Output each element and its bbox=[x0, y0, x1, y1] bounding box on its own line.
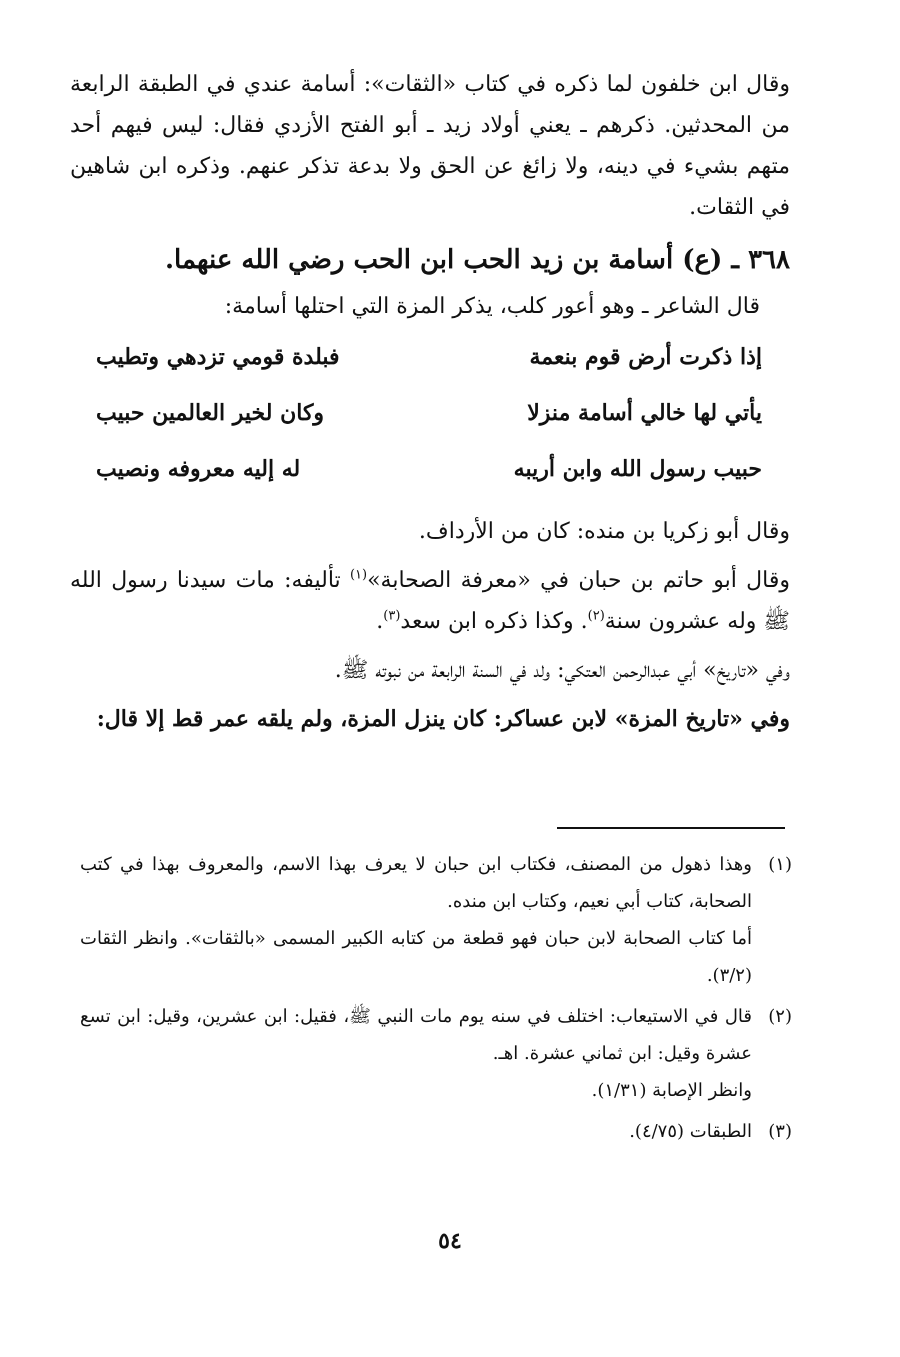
poem-verse bbox=[70, 385, 790, 441]
footnote-text: أما كتاب الصحابة لابن حبان فهو قطعة من كتابه الكبير المسمى «بالثقات». وانظر الثقات (٣/٢). bbox=[80, 928, 752, 986]
footnote bbox=[80, 1113, 792, 1150]
footnote-separator bbox=[557, 827, 785, 829]
footnotes bbox=[80, 846, 792, 1154]
text-segment: . وكذا ذكره ابن سعد bbox=[400, 609, 588, 634]
poem-intro: قال الشاعر ـ وهو أعور كلب، يذكر المزة التي احتلها أسامة: bbox=[224, 294, 760, 319]
paragraph-ibn-khalfun: وقال ابن خلفون لما ذكره في كتاب «الثقات»: أسامة عندي في الطبقة الرابعة من المحدثين. ذكرهم ـ يعني أولاد زيد ـ أبو الفتح الأزدي فقال: ليس فيهم أحد متهم بشيء في دينه، ولا زائغ عن الحق ولا بدعة تذكر عنهم. وذكره ابن شاهين في الثقات. bbox=[70, 72, 790, 220]
paragraph-ibn-hibban bbox=[70, 560, 790, 642]
footnote-text: الطبقات (٤/٧٥). bbox=[629, 1121, 752, 1142]
footnote-body bbox=[80, 846, 752, 994]
footnote-text: قال في الاستيعاب: اختلف في سنه يوم مات النبي ﷺ، فقيل: ابن عشرين، وقيل: ابن تسع عشرة وقيل: ابن ثماني عشرة. اهـ. bbox=[80, 1006, 752, 1064]
footnote bbox=[80, 998, 792, 1109]
footnote-body bbox=[80, 998, 752, 1109]
poem-hemistich-second: فبلدة قومي تزدهي وتطيب bbox=[96, 344, 340, 370]
poem bbox=[70, 329, 790, 497]
poem-hemistich-first: إذا ذكرت أرض قوم بنعمة bbox=[529, 344, 762, 370]
poem-verse bbox=[70, 329, 790, 385]
entry-heading: ٣٦٨ ـ (ع) أسامة بن زيد الحب ابن الحب رضي الله عنهما. bbox=[165, 245, 790, 275]
poem-verse bbox=[70, 441, 790, 497]
paragraph-ataki: وفي «تاريخ» أبي عبدالرحمن العتكي: ولد في السنة الرابعة من نبوته ﷺ. bbox=[334, 658, 790, 683]
main-text bbox=[70, 64, 790, 748]
poem-hemistich-second: وكان لخير العالمين حبيب bbox=[96, 400, 325, 426]
footnote bbox=[80, 846, 792, 994]
paragraph-abu-zakariya: وقال أبو زكريا بن منده: كان من الأرداف. bbox=[418, 519, 790, 544]
poem-hemistich-first: حبيب رسول الله وابن أريبه bbox=[513, 456, 762, 482]
text-segment: وقال أبو حاتم بن حبان في «معرفة الصحابة» bbox=[367, 568, 790, 593]
footnote-text: وانظر الإصابة (١/٣١). bbox=[591, 1080, 752, 1101]
paragraph-ibn-asakir: وفي «تاريخ المزة» لابن عساكر: كان ينزل المزة، ولم يلقه عمر قط إلا قال: bbox=[96, 706, 790, 732]
footnote-text: وهذا ذهول من المصنف، فكتاب ابن حبان لا يعرف بهذا الاسم، والمعروف بهذا في كتب الصحابة، كتاب أبي نعيم، وكتاب ابن منده. bbox=[80, 854, 752, 912]
footnote-ref: (٢) bbox=[587, 608, 605, 624]
footnote-ref: (١) bbox=[349, 567, 368, 583]
page-number: ٥٤ bbox=[438, 1228, 462, 1254]
poem-hemistich-first: يأتي لها خالي أسامة منزلا bbox=[527, 400, 762, 426]
poem-hemistich-second: له إليه معروفه ونصيب bbox=[96, 456, 301, 482]
footnote-number: (٢) bbox=[768, 1006, 792, 1027]
footnote-number: (٣) bbox=[768, 1121, 792, 1142]
footnote-number: (١) bbox=[768, 854, 792, 875]
text-segment: تأليفه: مات سيدنا رسول الله ﷺ وله عشرون سنة bbox=[70, 568, 790, 634]
text-segment: . bbox=[376, 609, 384, 634]
footnote-body bbox=[80, 1113, 752, 1150]
footnote-ref: (٣) bbox=[383, 608, 401, 624]
